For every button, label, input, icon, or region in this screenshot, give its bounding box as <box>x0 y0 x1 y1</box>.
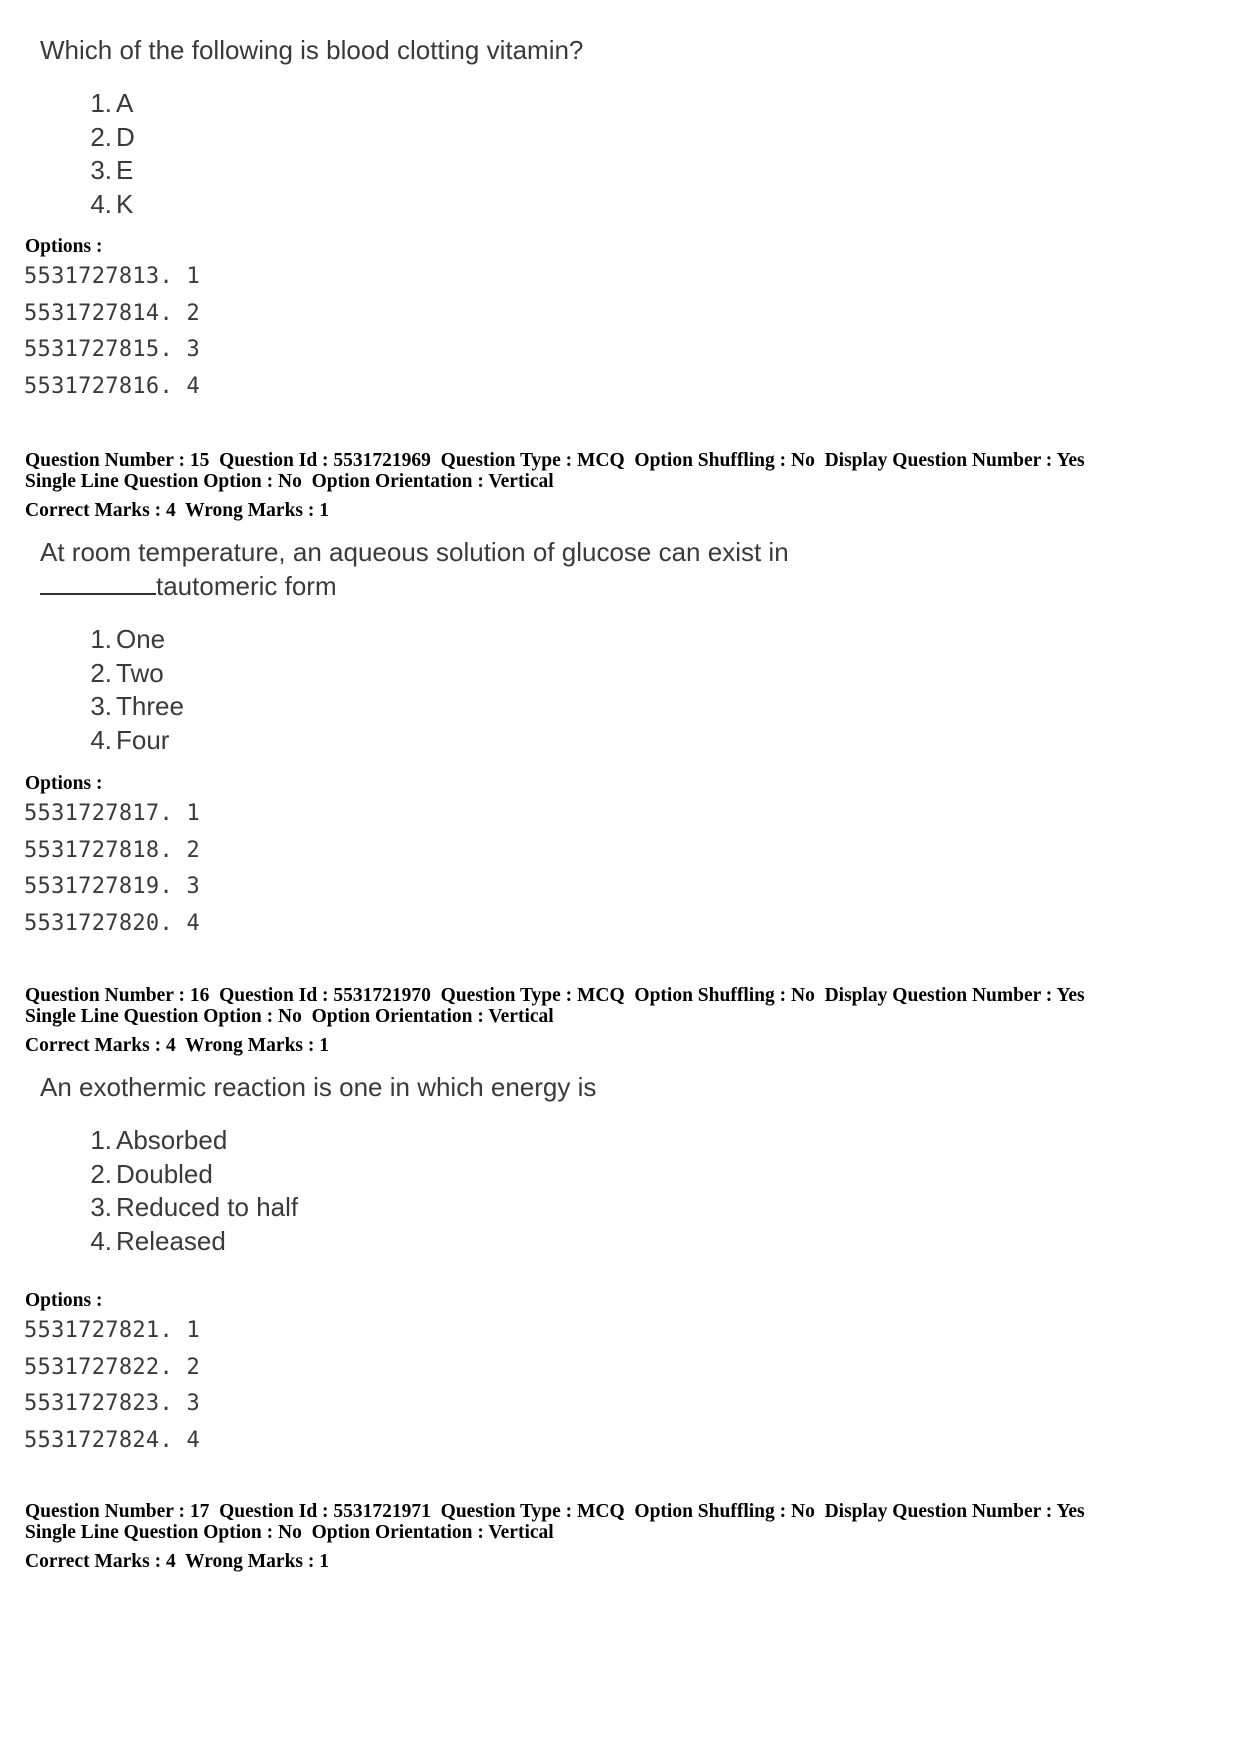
choice-number: 3. <box>90 1192 112 1222</box>
question-15-meta <box>25 450 1225 521</box>
choice-number: 4. <box>90 724 112 755</box>
option-id: 5531727823. 3 <box>24 1391 201 1416</box>
question-text-line-2: tautomeric form <box>26 569 926 603</box>
option-id-list <box>24 259 200 405</box>
question-14-image <box>26 34 926 221</box>
option-id-list <box>24 796 200 942</box>
choice-label: Absorbed <box>116 1125 228 1155</box>
choice-item <box>26 188 926 222</box>
option-id: 5531727820. 4 <box>24 910 201 936</box>
fill-blank <box>40 569 156 595</box>
choice-number: 4. <box>90 188 112 219</box>
option-id: 5531727813. 1 <box>24 264 201 289</box>
question-meta-line: Question Number : 15 Question Id : 5531721969 Question Type : MCQ Option Shuffling : No Display Question Number : Yes <box>25 450 1085 471</box>
choice-number: 1. <box>90 624 112 654</box>
choice-item <box>26 724 926 758</box>
choice-item <box>26 657 926 691</box>
question-meta-line: Single Line Question Option : No Option Orientation : Vertical <box>25 1522 554 1543</box>
marks-line: Correct Marks : 4 Wrong Marks : 1 <box>25 1551 330 1572</box>
choice-item <box>26 154 926 188</box>
choice-item <box>26 121 926 155</box>
option-id: 5531727822. 2 <box>24 1354 201 1380</box>
option-id: 5531727817. 1 <box>24 801 201 826</box>
choice-label: A <box>116 88 134 118</box>
question-text: Which of the following is blood clotting vitamin? <box>40 35 584 65</box>
question-meta-line: Question Number : 17 Question Id : 5531721971 Question Type : MCQ Option Shuffling : No Display Question Number : Yes <box>25 1501 1085 1522</box>
choice-list <box>26 1124 926 1258</box>
question-15-image <box>26 536 926 757</box>
choice-number: 2. <box>90 1158 112 1189</box>
choice-label: Reduced to half <box>116 1192 299 1222</box>
choice-number: 1. <box>90 88 112 118</box>
choice-number: 1. <box>90 1125 112 1155</box>
choice-number: 2. <box>90 657 112 688</box>
choice-label: Two <box>116 657 164 688</box>
options-label: Options : <box>25 236 103 257</box>
marks-line: Correct Marks : 4 Wrong Marks : 1 <box>25 500 330 521</box>
choice-label: Three <box>116 691 184 721</box>
option-id: 5531727824. 4 <box>24 1427 201 1453</box>
question-17-meta <box>25 1501 1225 1572</box>
option-id: 5531727819. 3 <box>24 874 201 899</box>
choice-label: One <box>116 624 166 654</box>
choice-label: Released <box>116 1225 226 1256</box>
choice-list <box>26 623 926 757</box>
choice-item <box>26 1124 926 1158</box>
choice-number: 4. <box>90 1225 112 1256</box>
options-label: Options : <box>25 1290 103 1311</box>
question-16-image <box>26 1071 926 1258</box>
choice-label: D <box>116 121 135 152</box>
question-16-meta <box>25 985 1225 1056</box>
question-meta-line: Question Number : 16 Question Id : 5531721970 Question Type : MCQ Option Shuffling : No Display Question Number : Yes <box>25 985 1085 1006</box>
choice-item <box>26 1191 926 1225</box>
choice-label: K <box>116 188 134 219</box>
choice-item <box>26 1225 926 1259</box>
choice-list <box>26 87 926 221</box>
question-text: At room temperature, an aqueous solution of glucose can exist in <box>40 537 789 567</box>
choice-number: 2. <box>90 121 112 152</box>
option-id: 5531727816. 4 <box>24 373 201 399</box>
question-meta-line: Single Line Question Option : No Option Orientation : Vertical <box>25 471 554 492</box>
choice-item <box>26 690 926 724</box>
question-text: An exothermic reaction is one in which energy is <box>40 1072 597 1102</box>
choice-item <box>26 1158 926 1192</box>
choice-number: 3. <box>90 155 112 185</box>
choice-number: 3. <box>90 691 112 721</box>
choice-label: E <box>116 155 134 185</box>
option-id: 5531727814. 2 <box>24 300 201 326</box>
option-id-list <box>24 1313 200 1459</box>
choice-label: Doubled <box>116 1158 213 1189</box>
option-id: 5531727818. 2 <box>24 837 201 863</box>
choice-item <box>26 87 926 121</box>
choice-label: Four <box>116 724 170 755</box>
option-id: 5531727821. 1 <box>24 1318 201 1343</box>
option-id: 5531727815. 3 <box>24 337 201 362</box>
choice-item <box>26 623 926 657</box>
options-label: Options : <box>25 773 103 794</box>
marks-line: Correct Marks : 4 Wrong Marks : 1 <box>25 1035 330 1056</box>
question-meta-line: Single Line Question Option : No Option Orientation : Vertical <box>25 1006 554 1027</box>
